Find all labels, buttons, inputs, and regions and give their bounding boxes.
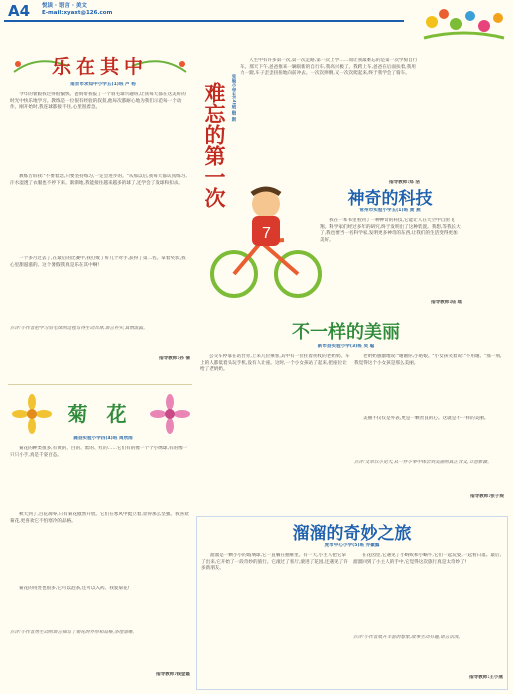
article-paragraph: 美丽不仅仅是外表,更是一颗善良的心。这就是不一样的美丽。 — [363, 416, 489, 421]
article-paragraph: 公交车停靠在站台旁,上来几位乘客,其中有一位拄着拐杖的老奶奶。车上的人都低着头玩手机,没有人让座。这时,一个小女孩站了起来,把座位让给了老奶奶。 — [200, 354, 350, 373]
article-paragraph: 我在一本书里看到了一种神奇的科技,它能让人在天空中自由飞翔。科学家们经过多年的研究,终于发明出了这种装置。我想,等我长大了,我也要当一名科学家,发明更多神奇的东西,让我们的生活变得更加美好。 — [320, 218, 461, 243]
article-author: 新市县实验小学(3)班 吴 聪 — [317, 344, 375, 349]
header-meta — [42, 3, 262, 17]
article-title: 神奇的科技 — [347, 189, 433, 209]
article-paragraph: 人生中有许多第一次,第一次走路,第一次上学……而让我最难忘的是第一次学骑自行车。那天下午,爸爸推来一辆崭新的自行车,我高兴极了。我跨上车,爸爸在后面扶着,我用力一蹬,车子歪歪扭扭地向前冲去。一次次摔倒,又一次次爬起来,终于我学会了骑车。 — [240, 58, 418, 77]
article-liu-liu — [196, 516, 508, 690]
article-teacher: 指导教师:钱金霞 — [156, 672, 190, 677]
flower-illustration — [12, 394, 52, 434]
article-shen-qi-ke-ji — [316, 180, 466, 310]
column-logo — [420, 4, 508, 54]
article-paragraph: 教练告诉我:"不要着急,只要坚持练习,一定会进步的。"从那以后,我每天都认真练习,汗水湿透了衣服也不停下来。渐渐地,我能接住越来越多的球了,还学会了发球和扣杀。 — [10, 174, 187, 186]
article-teacher: 指导教师:张子规 — [470, 494, 504, 499]
article-author: 实验小学五(3)班 殷 斯 — [231, 74, 236, 122]
article-paragraph: 菊花的用处也很多,它可以泡茶,还可以入药。我爱菊花! — [19, 586, 130, 591]
page-header — [0, 0, 513, 40]
bicycle-illustration — [206, 182, 324, 302]
article-title: 不一样的美丽 — [292, 322, 400, 343]
article-bu-yi-yang — [196, 316, 506, 512]
article-comment: 点评:小作者展开丰富的想象,故事生动有趣,语言活泼。 — [353, 635, 464, 640]
flower-illustration — [150, 394, 190, 434]
article-comment: 点评:文章以小见大,从一件小事中体会到美丽的真正含义,立意新颖。 — [354, 460, 492, 465]
article-paragraph: 今年的暑假我过得很愉快。爸妈带我报了一个羽毛球兴趣班,让我每天都在这美好的时光中快乐地学习。教练是一位很有经验的叔叔,他每次都耐心地为我们示范每一个动作。刚开始时,我连球都接不住,心里很着急。 — [10, 92, 186, 111]
column-divider — [8, 384, 192, 385]
article-title: 乐在其中 — [51, 56, 148, 78]
article-teacher: 指导教师:陆 瑶 — [431, 300, 462, 305]
article-author: 常州市实验小学五(1)班 黄 燕 — [359, 208, 421, 213]
header-rule — [4, 20, 404, 22]
article-paragraph: 在花园里,它遇见了小蚂蚁和小蜗牛,它们一起玩耍,一起看日落。最后,溜溜回到了小主人的手中,它觉得这次旅行真是太奇妙了! — [353, 553, 502, 565]
article-comment: 点评:小作者把学习羽毛球的过程写得生动具体,语言朴实,真情流露。 — [10, 326, 148, 331]
article-paragraph: 一个多月过去了,在最后的比赛中,我打败了好几个对手,获得了第二名。拿着奖状,我心里甜滋滋的。这个暑假我真是乐在其中啊! — [10, 256, 186, 268]
page-number: A4 — [8, 2, 31, 20]
article-title: 溜溜的奇妙之旅 — [292, 524, 412, 544]
svg-text:7: 7 — [262, 225, 271, 242]
article-author: 虎市中心小学(5)班 乔徽露 — [324, 543, 380, 548]
header-column: 悦读 · 语言 · 美文 — [42, 3, 87, 9]
article-paragraph: 菊花的种类很多,有黄的、白的、紫的、红的……它们有的像一个个小绣球,有的像一只只小手,真是千姿百态。 — [10, 446, 188, 458]
article-title: 难忘的第一次 — [202, 82, 227, 208]
article-teacher: 指导教师:郑 洁 — [389, 180, 420, 185]
article-title: 菊 花 — [67, 402, 133, 426]
article-le-zai-qi-zhong — [8, 48, 192, 378]
article-paragraph: 溜溜是一颗小小的玻璃球,它一直躺在抽屉里。有一天,小主人把它拿了出来,它开始了一段奇妙的旅行。它滚过了客厅,滚进了花园,还遇见了许多新朋友。 — [201, 553, 348, 572]
article-paragraph: 老奶奶感激地说:"谢谢你,小姑娘。"小女孩笑着说:"不用谢。"那一刻,我觉得这个小女孩是那么美丽。 — [354, 354, 502, 366]
article-ju-hua — [8, 392, 192, 688]
article-comment: 点评:小作者用生动的语言描写了菊花的外形和品格,条理清晰。 — [10, 630, 138, 635]
article-author: 南京市求知中小学五(1)班 卢 杨 — [70, 82, 136, 87]
logo-graphic — [420, 4, 508, 54]
header-email: E-mail:xyaxt@126.com — [42, 10, 113, 16]
article-paragraph: 秋天到了,百花凋零,只有菊花傲然开放。它们在寒风中挺立着,显得那么坚强。我喜欢菊花,更喜欢它不怕寒冷的品格。 — [10, 512, 189, 524]
article-teacher: 指导教师:王小燕 — [469, 675, 503, 680]
article-author: 鹿县实验小学四(4)班 周欣雨 — [73, 436, 133, 441]
article-teacher: 指导教师:孙 倩 — [159, 356, 190, 361]
